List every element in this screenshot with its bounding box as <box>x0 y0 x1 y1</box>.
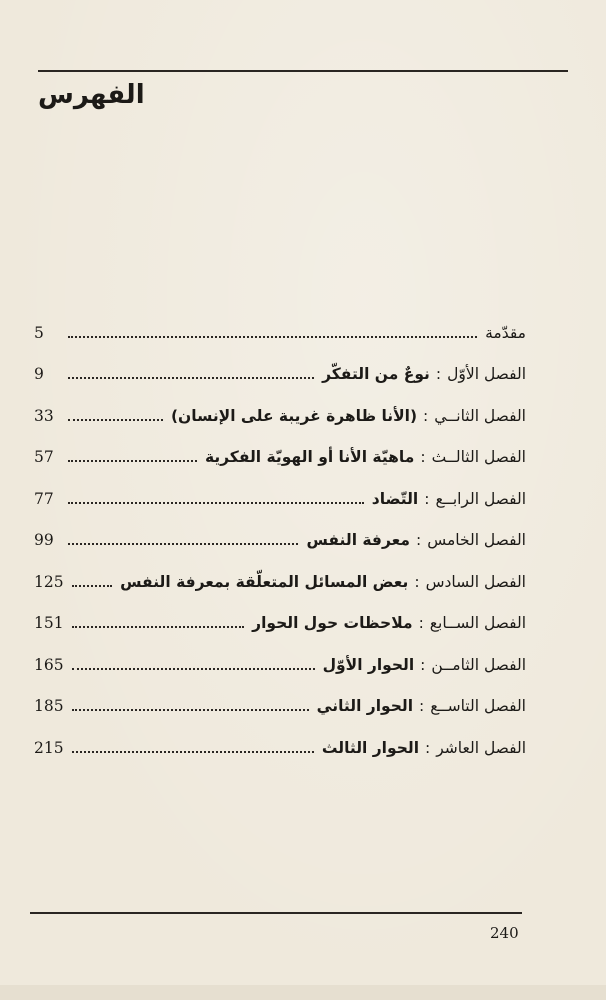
toc-chapter-title: نوعٌ من التفكّر <box>322 365 430 384</box>
page-edge <box>0 985 606 1000</box>
toc-page-number: 33 <box>34 406 54 425</box>
toc-chapter-title: الحوار الثالث <box>321 738 420 757</box>
toc-chapter-label: الفصل الرابــع <box>435 489 526 508</box>
toc-separator: : <box>424 489 430 508</box>
dot-leader <box>68 336 477 338</box>
toc-page-number: 57 <box>34 448 54 467</box>
toc-chapter-label: الفصل السادس <box>425 572 526 591</box>
toc-entry-chapter-5 <box>34 520 526 562</box>
toc-page-number: 99 <box>34 531 54 550</box>
toc-separator: : <box>419 697 425 716</box>
toc-separator: : <box>415 531 422 550</box>
dot-leader <box>72 585 113 587</box>
toc-page-number: 5 <box>34 323 44 342</box>
toc-chapter-title: بعض المسائل المتعلّقة بمعرفة النفس <box>120 572 409 591</box>
toc-chapter-title: الحوار الأوّل <box>322 655 415 674</box>
toc-separator: : <box>420 448 426 467</box>
toc-chapter-label: الفصل الثانــي <box>434 406 526 425</box>
toc-chapter-title: معرفة النفس <box>306 531 410 550</box>
toc-entry-chapter-3 <box>34 437 526 479</box>
footer-page-number: 240 <box>490 924 519 942</box>
toc-entry-chapter-10 <box>34 727 526 769</box>
dot-leader <box>72 626 245 628</box>
toc-chapter-label: الفصل العاشر <box>436 738 526 757</box>
toc-entry-introduction <box>34 312 526 354</box>
toc-chapter-title: ملاحظات حول الحوار <box>252 614 413 633</box>
toc-separator: : <box>414 572 420 591</box>
toc-entry-chapter-9 <box>34 686 526 728</box>
toc-entry-chapter-7 <box>34 603 526 645</box>
toc-separator: : <box>418 614 424 633</box>
toc-entry-chapter-1 <box>34 354 526 396</box>
toc-chapter-title: الحوار الثاني <box>316 697 414 716</box>
top-rule <box>38 70 568 72</box>
dot-leader <box>68 502 364 504</box>
toc-page-number: 185 <box>34 697 64 716</box>
page-title: الفهرس <box>38 80 145 110</box>
toc-chapter-label: الفصل الأوّل <box>447 365 526 384</box>
dot-leader <box>68 377 314 379</box>
toc-entry-chapter-6 <box>34 561 526 603</box>
bottom-rule <box>30 912 522 914</box>
toc-separator: : <box>420 655 426 674</box>
dot-leader <box>68 543 298 545</box>
toc-chapter-label: الفصل التاســع <box>430 697 526 716</box>
toc-page-number: 215 <box>34 738 64 757</box>
toc-page-number: 77 <box>34 489 54 508</box>
toc-separator: : <box>423 406 429 425</box>
toc-chapter-label: الفصل الخامس <box>427 531 526 550</box>
dot-leader <box>68 419 163 421</box>
dot-leader <box>68 460 197 462</box>
toc-chapter-title: ماهيّة الأنا أو الهويّة الفكرية <box>204 448 415 467</box>
toc-separator: : <box>435 365 442 384</box>
toc-page-number: 9 <box>34 365 44 384</box>
toc-page-number: 151 <box>34 614 64 633</box>
table-of-contents <box>34 312 526 769</box>
toc-separator: : <box>425 738 431 757</box>
toc-chapter-label: الفصل الثالــث <box>431 448 526 467</box>
dot-leader <box>72 751 314 753</box>
toc-entry-chapter-8 <box>34 644 526 686</box>
toc-chapter-label: مقدّمة <box>485 323 526 342</box>
toc-chapter-title: (الأنا ظاهرة غريبة على الإنسان) <box>170 406 418 425</box>
dot-leader <box>72 709 309 711</box>
toc-entry-chapter-4 <box>34 478 526 520</box>
toc-page-number: 125 <box>34 572 64 591</box>
toc-chapter-label: الفصل الســابع <box>429 614 526 633</box>
toc-page-number: 165 <box>34 655 64 674</box>
toc-entry-chapter-2 <box>34 395 526 437</box>
dot-leader <box>72 668 315 670</box>
toc-chapter-label: الفصل الثامــن <box>431 655 526 674</box>
toc-chapter-title: التّضاد <box>371 489 419 508</box>
